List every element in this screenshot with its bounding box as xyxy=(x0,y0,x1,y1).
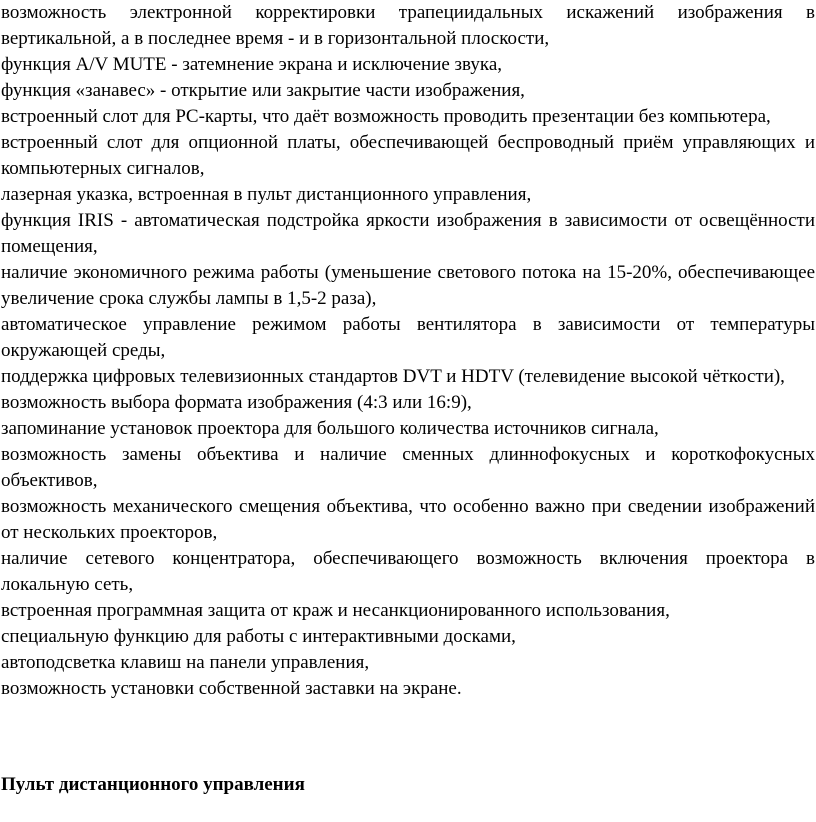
feature-item: функция IRIS - автоматическая подстройка яркости изображения в зависимости от освещённости помещения, xyxy=(1,210,815,257)
feature-item: возможность замены объектива и наличие сменных длиннофокусных и короткофокусных объективов, xyxy=(1,444,815,491)
feature-item: встроенный слот для PC-карты, что даёт возможность проводить презентации без компьютера, xyxy=(1,106,771,127)
feature-item: встроенный слот для опционной платы, обеспечивающей беспроводный приём управляющих и компьютерных сигналов, xyxy=(1,132,815,179)
feature-item: наличие сетевого концентратора, обеспечивающего возможность включения проектора в локальную сеть, xyxy=(1,548,815,595)
feature-item: возможность установки собственной заставки на экране. xyxy=(1,678,462,699)
feature-item: автоматическое управление режимом работы вентилятора в зависимости от температуры окружающей среды, xyxy=(1,314,815,361)
feature-item: возможность механического смещения объектива, что особенно важно при сведении изображений от нескольких проекторов, xyxy=(1,496,815,543)
feature-item: функция «занавес» - открытие или закрытие части изображения, xyxy=(1,80,525,101)
feature-item: запоминание установок проектора для большого количества источников сигнала, xyxy=(1,418,659,439)
feature-item: возможность электронной корректировки трапециидальных искажений изображения в вертикальной, а в последнее время - и в горизонтальной плоскости, xyxy=(1,2,815,49)
feature-item: специальную функцию для работы с интерактивными досками, xyxy=(1,626,516,647)
feature-item: наличие экономичного режима работы (уменьшение светового потока на 15-20%, обеспечивающее увеличение срока службы лампы в 1,5-2 раза), xyxy=(1,262,815,309)
feature-item: автоподсветка клавиш на панели управления, xyxy=(1,652,370,673)
feature-item: лазерная указка, встроенная в пульт дистанционного управления, xyxy=(1,184,532,205)
feature-item: поддержка цифровых телевизионных стандартов DVT и HDTV (телевидение высокой чёткости), xyxy=(1,366,785,387)
feature-item: возможность выбора формата изображения (4:3 или 16:9), xyxy=(1,392,472,413)
feature-item: встроенная программная защита от краж и несанкционированного использования, xyxy=(1,600,670,621)
feature-item: функция A/V MUTE - затемнение экрана и исключение звука, xyxy=(1,54,503,75)
section-heading: Пульт дистанционного управления xyxy=(1,774,305,795)
